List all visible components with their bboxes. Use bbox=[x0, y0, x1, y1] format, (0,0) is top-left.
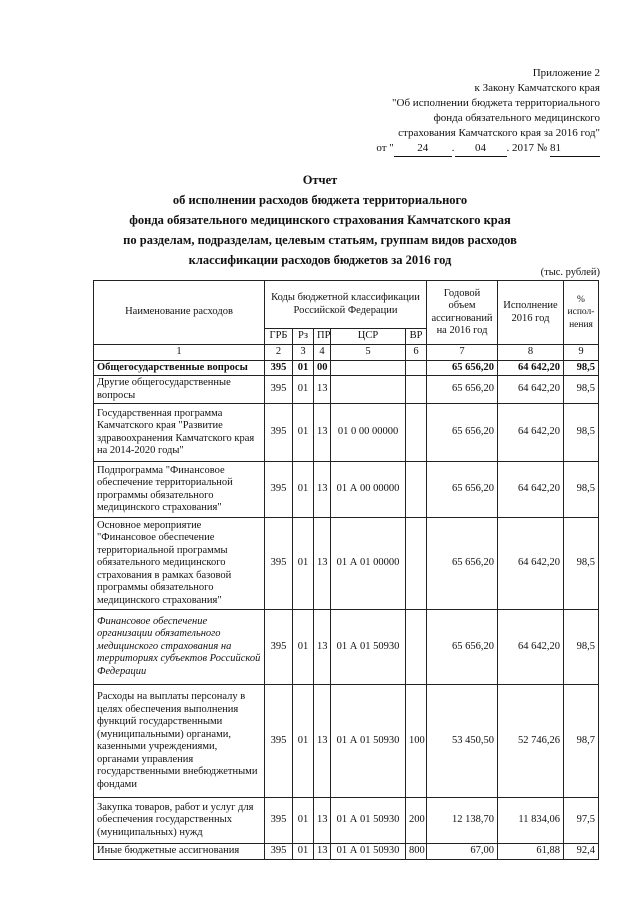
row-pr: 13 bbox=[314, 376, 331, 404]
column-number: 1 bbox=[94, 345, 265, 361]
table-row bbox=[94, 798, 599, 844]
row-name: Финансовое обеспечение организации обязательного медицинского страхования на территориях субъектов Российской Федерации bbox=[94, 610, 265, 685]
row-grb: 395 bbox=[265, 685, 293, 798]
row-vr bbox=[406, 376, 427, 404]
header-percent: % испол-нения bbox=[564, 281, 599, 345]
row-percent: 98,5 bbox=[564, 610, 599, 685]
header-vr: ВР bbox=[406, 329, 427, 345]
header-grb: ГРБ bbox=[265, 329, 293, 345]
header-allocated: Годовой объем ассигнований на 2016 год bbox=[427, 281, 498, 345]
row-allocated: 65 656,20 bbox=[427, 462, 498, 518]
row-name: Подпрограмма "Финансовое обеспечение территориальной программы обязательного медицинского страхования" bbox=[94, 462, 265, 518]
row-pr: 13 bbox=[314, 685, 331, 798]
row-csr: 01 А 00 00000 bbox=[331, 462, 406, 518]
row-csr: 01 А 01 50930 bbox=[331, 844, 406, 860]
expense-report-table bbox=[93, 280, 599, 860]
row-name: Государственная программа Камчатского края "Развитие здравоохранения Камчатского края на 2014-2020 годы" bbox=[94, 404, 265, 462]
row-rz: 01 bbox=[293, 518, 314, 610]
row-csr: 01 0 00 00000 bbox=[331, 404, 406, 462]
row-executed: 61,88 bbox=[498, 844, 564, 860]
row-pr: 13 bbox=[314, 462, 331, 518]
law-number: 81 bbox=[550, 141, 600, 157]
row-rz: 01 bbox=[293, 404, 314, 462]
row-vr bbox=[406, 518, 427, 610]
row-name: Общегосударственные вопросы bbox=[94, 360, 265, 376]
header-csr: ЦСР bbox=[331, 329, 406, 345]
table-row bbox=[94, 360, 599, 376]
row-percent: 98,5 bbox=[564, 404, 599, 462]
row-grb: 395 bbox=[265, 404, 293, 462]
row-rz: 01 bbox=[293, 360, 314, 376]
title-line: Отчет bbox=[302, 173, 338, 187]
row-allocated: 65 656,20 bbox=[427, 360, 498, 376]
appendix-line: Приложение 2 bbox=[532, 67, 600, 79]
column-number: 7 bbox=[427, 345, 498, 361]
row-grb: 395 bbox=[265, 518, 293, 610]
row-rz: 01 bbox=[293, 685, 314, 798]
column-number: 4 bbox=[314, 345, 331, 361]
appendix-header bbox=[376, 66, 600, 157]
row-executed: 64 642,20 bbox=[498, 404, 564, 462]
date-year: 2017 № bbox=[512, 142, 548, 154]
row-percent: 97,5 bbox=[564, 798, 599, 844]
row-rz: 01 bbox=[293, 462, 314, 518]
row-allocated: 65 656,20 bbox=[427, 518, 498, 610]
row-vr bbox=[406, 360, 427, 376]
row-grb: 395 bbox=[265, 610, 293, 685]
row-executed: 64 642,20 bbox=[498, 610, 564, 685]
row-grb: 395 bbox=[265, 360, 293, 376]
row-percent: 98,5 bbox=[564, 462, 599, 518]
row-executed: 11 834,06 bbox=[498, 798, 564, 844]
row-allocated: 67,00 bbox=[427, 844, 498, 860]
row-vr: 800 bbox=[406, 844, 427, 860]
title-line: фонда обязательного медицинского страхования Камчатского края bbox=[129, 213, 511, 227]
law-date-line: от " 24 . 04 . 2017 № 81 bbox=[376, 141, 600, 157]
table-row bbox=[94, 462, 599, 518]
row-csr: 01 А 01 00000 bbox=[331, 518, 406, 610]
row-pr: 13 bbox=[314, 798, 331, 844]
row-rz: 01 bbox=[293, 798, 314, 844]
row-pr: 13 bbox=[314, 404, 331, 462]
header-rz: Рз bbox=[293, 329, 314, 345]
row-csr bbox=[331, 376, 406, 404]
row-name: Другие общегосударственные вопросы bbox=[94, 376, 265, 404]
row-csr: 01 А 01 50930 bbox=[331, 798, 406, 844]
header-pr: ПР bbox=[314, 329, 331, 345]
row-executed: 64 642,20 bbox=[498, 462, 564, 518]
date-month: 04 bbox=[455, 141, 507, 157]
row-pr: 13 bbox=[314, 610, 331, 685]
row-vr bbox=[406, 610, 427, 685]
table-row bbox=[94, 376, 599, 404]
row-executed: 64 642,20 bbox=[498, 518, 564, 610]
header-executed: Исполнение 2016 год bbox=[498, 281, 564, 345]
title-line: об исполнении расходов бюджета территориального bbox=[172, 193, 468, 207]
column-number: 9 bbox=[564, 345, 599, 361]
row-allocated: 65 656,20 bbox=[427, 376, 498, 404]
column-number: 3 bbox=[293, 345, 314, 361]
row-pr: 13 bbox=[314, 518, 331, 610]
column-number: 8 bbox=[498, 345, 564, 361]
row-grb: 395 bbox=[265, 376, 293, 404]
column-number: 6 bbox=[406, 345, 427, 361]
row-name: Расходы на выплаты персоналу в целях обеспечения выполнения функций государственными (муниципальными) органами, казенными учреждениями, органами управления государственными внебюджетными фондами bbox=[94, 685, 265, 798]
row-percent: 92,4 bbox=[564, 844, 599, 860]
appendix-line: фонда обязательного медицинского bbox=[433, 112, 600, 124]
row-rz: 01 bbox=[293, 376, 314, 404]
title-line: по разделам, подразделам, целевым статьям, группам видов расходов bbox=[123, 233, 517, 247]
column-number: 2 bbox=[265, 345, 293, 361]
row-allocated: 65 656,20 bbox=[427, 404, 498, 462]
row-vr bbox=[406, 462, 427, 518]
table-row bbox=[94, 685, 599, 798]
row-executed: 64 642,20 bbox=[498, 360, 564, 376]
row-grb: 395 bbox=[265, 462, 293, 518]
units-label: (тыс. рублей) bbox=[540, 267, 600, 278]
row-csr: 01 А 01 50930 bbox=[331, 685, 406, 798]
row-vr: 100 bbox=[406, 685, 427, 798]
row-csr bbox=[331, 360, 406, 376]
row-percent: 98,5 bbox=[564, 376, 599, 404]
row-grb: 395 bbox=[265, 798, 293, 844]
table-row bbox=[94, 844, 599, 860]
row-executed: 64 642,20 bbox=[498, 376, 564, 404]
row-allocated: 65 656,20 bbox=[427, 610, 498, 685]
row-csr: 01 А 01 50930 bbox=[331, 610, 406, 685]
row-percent: 98,5 bbox=[564, 518, 599, 610]
header-codes: Коды бюджетной классификации Российской Федерации bbox=[265, 281, 427, 329]
title-line: классификации расходов бюджетов за 2016 год bbox=[188, 253, 452, 267]
date-day: 24 bbox=[394, 141, 452, 157]
appendix-line: к Закону Камчатского края bbox=[474, 82, 600, 94]
row-executed: 52 746,26 bbox=[498, 685, 564, 798]
column-number: 5 bbox=[331, 345, 406, 361]
row-vr: 200 bbox=[406, 798, 427, 844]
table-row bbox=[94, 610, 599, 685]
row-pr: 00 bbox=[314, 360, 331, 376]
row-grb: 395 bbox=[265, 844, 293, 860]
row-percent: 98,5 bbox=[564, 360, 599, 376]
row-vr bbox=[406, 404, 427, 462]
row-name: Иные бюджетные ассигнования bbox=[94, 844, 265, 860]
report-title bbox=[0, 170, 640, 270]
row-allocated: 53 450,50 bbox=[427, 685, 498, 798]
table-row bbox=[94, 404, 599, 462]
row-rz: 01 bbox=[293, 610, 314, 685]
row-name: Основное мероприятие "Финансовое обеспечение территориальной программы обязательного медицинского страхования в рамках базовой программы обязательного медицинского страхования" bbox=[94, 518, 265, 610]
header-name: Наименование расходов bbox=[94, 281, 265, 345]
row-name: Закупка товаров, работ и услуг для обеспечения государственных (муниципальных) нужд bbox=[94, 798, 265, 844]
appendix-line: "Об исполнении бюджета территориального bbox=[392, 97, 600, 109]
row-rz: 01 bbox=[293, 844, 314, 860]
date-prefix: от " bbox=[376, 142, 394, 154]
appendix-line: страхования Камчатского края за 2016 год" bbox=[398, 127, 600, 139]
table-row bbox=[94, 518, 599, 610]
row-allocated: 12 138,70 bbox=[427, 798, 498, 844]
row-pr: 13 bbox=[314, 844, 331, 860]
row-percent: 98,7 bbox=[564, 685, 599, 798]
